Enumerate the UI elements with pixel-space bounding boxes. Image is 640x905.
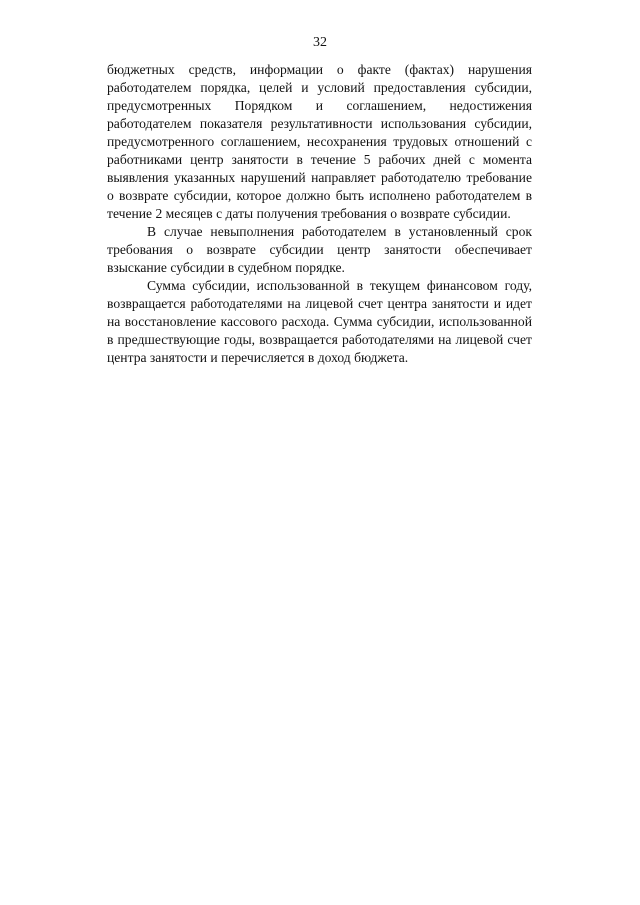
paragraph-continuation: бюджетных средств, информации о факте (фактах) нарушения работодателем порядка, целей и условий предоставления субсидии, предусмотренных Порядком и соглашением, недостижения работодателем показателя результативности использования субсидии, предусмотренного соглашением, несохранения трудовых отношений с работниками центр занятости в течение 5 рабочих дней с момента выявления указанных нарушений направляет работодателю требование о возврате субсидии, которое должно быть исполнено работодателем в течение 2 месяцев с даты получения требования о возврате субсидии. bbox=[107, 62, 532, 221]
paragraph-court-recovery: В случае невыполнения работодателем в установленный срок требования о возврате субсидии центр занятости обеспечивает взыскание субсидии в судебном порядке. bbox=[107, 224, 532, 275]
paragraph-subsidy-return: Сумма субсидии, использованной в текущем финансовом году, возвращается работодателями на лицевой счет центра занятости и идет на восстановление кассового расхода. Сумма субсидии, использованной в предшествующие годы, возвращается работодателями на лицевой счет центра занятости и перечисляется в доход бюджета. bbox=[107, 278, 532, 365]
page-number: 32 bbox=[313, 35, 327, 50]
body-text bbox=[107, 61, 532, 367]
